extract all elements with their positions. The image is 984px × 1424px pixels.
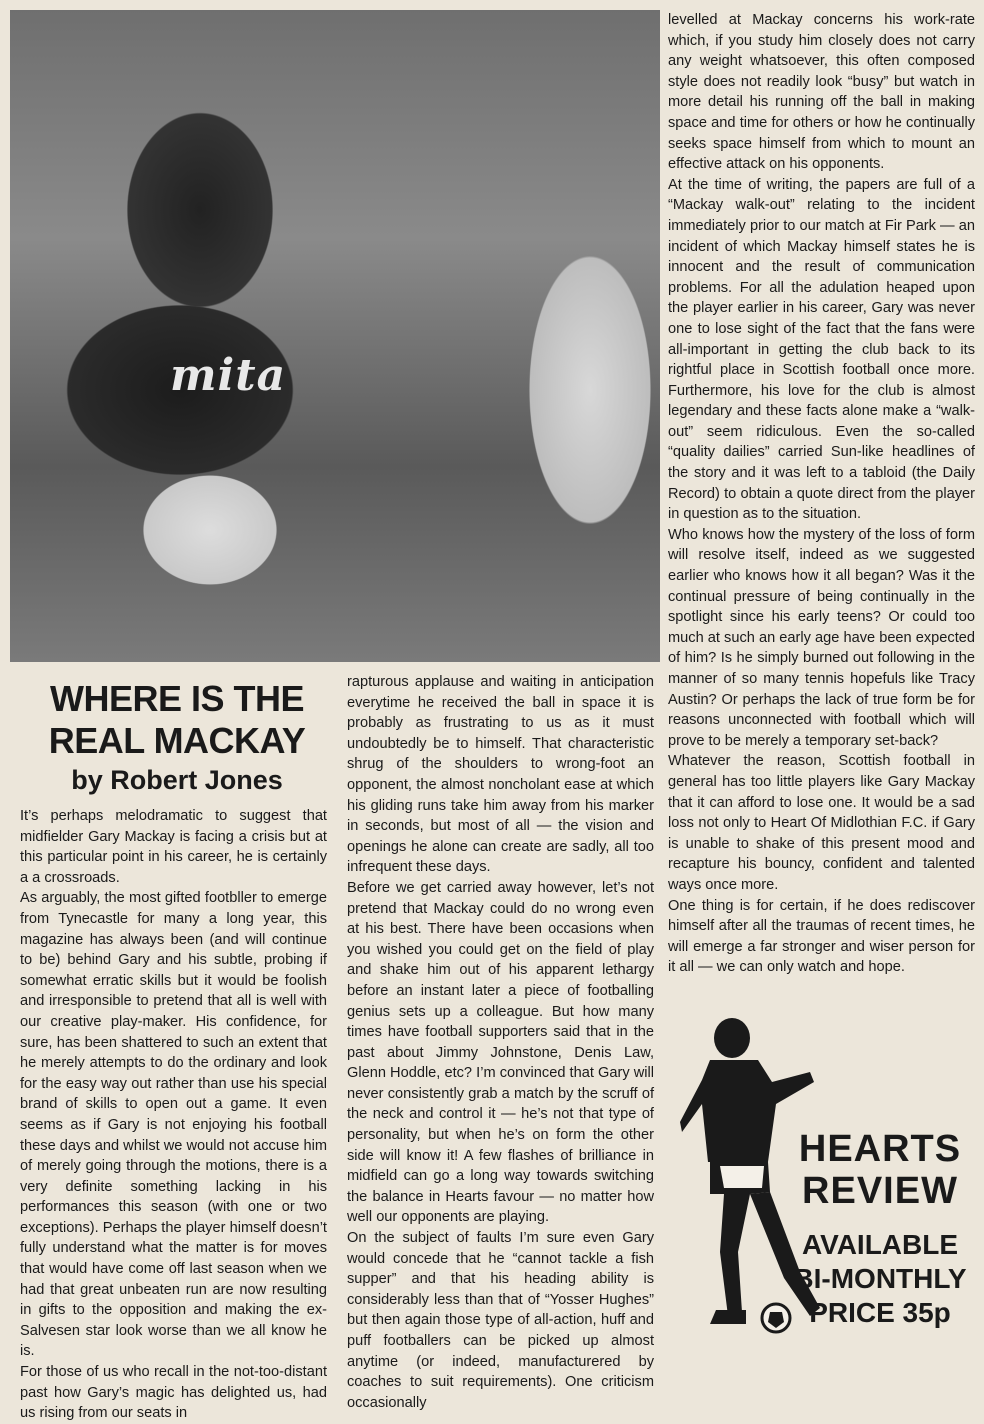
paragraph: levelled at Mackay concerns his work-rate which, if you study him closely does not carry any weight whatsoever, this often composed style does not readily look “busy” but watch in more detail his running off the ball in making space and time for others or how he continually seeks space himself from which to mount an effective attack on his opponents. — [668, 12, 975, 173]
ad-line-3: AVAILABLE — [801, 1229, 959, 1260]
paragraph: At the time of writing, the papers are full of a “Mackay walk-out” relating to the incident immediately prior to our match at Fir Park — an incident of which Mackay himself states he is innocent and the result of communication problems. For all the adulation heaped upon the player earlier in his career, Gary was never one to lose sight of the fact that the fans were all-important in getting the club back to its rightful place in Scottish football once more. Furthermore, his love for the club is almost legendary and these facts alone make a “walk-out” seem ridiculous. Even the so-called “quality dailies” carried Sun-like headlines of the story and it was left to a tabloid (the Daily Record) to obtain a quote direct from the player in question as to the situation. — [668, 176, 975, 523]
paragraph: Who knows how the mystery of the loss of form will resolve itself, indeed as we suggested earlier who knows how it all began? Was it the continual pressure of being continually in the spotlight since his early teens? Or could too much at such an early age have been expected of him? Is he simply burned out following in the manner of so many tennis hopefuls like Tracy Austin? Or perhaps the lack of true form be for reasons unconnected with football which will prove to be merely a temporary set-back? — [668, 526, 975, 749]
article-title — [22, 678, 332, 762]
hearts-review-ad — [780, 1128, 980, 1330]
shirt-sponsor-text: mita — [170, 350, 287, 401]
paragraph: On the subject of faults I’m sure even Gary would concede that he “cannot tackle a fish supper” and that his heading ability is considerably less than that of “Yosser Hughes” but then again those type of all-action, huff and puff footballers can be picked up almost anytime (or indeed, manufacturered by coaches to suit requirements). One criticism occasionally — [347, 1230, 654, 1411]
title-line-2: REAL MACKAY — [48, 720, 306, 761]
paragraph: For those of us who recall in the not-too-distant past how Gary’s magic has delighted us, had us rising from our seats in — [20, 1364, 327, 1422]
paragraph: Whatever the reason, Scottish football in general has too little players like Gary Mackay that it can afford to lose one. It would be a sad loss not only to Heart Of Midlothian F.C. if Gary is unable to shake of this present mood and recapture his bouncy, confident and talented ways once more. — [668, 753, 975, 893]
article-column-3 — [668, 10, 975, 978]
article-column-1 — [20, 806, 327, 1424]
byline: by Robert Jones — [71, 765, 283, 795]
ad-line-1: HEARTS — [798, 1128, 962, 1170]
article-column-2 — [347, 672, 654, 1413]
paragraph: rapturous applause and waiting in anticipation everytime he received the ball in space it is probably as frustrating to us as it must undoubtedly be to himself. That characteristic shrug of the shoulders to wrong-foot an opponent, the almost noncholant ease at which his gliding runs take him away from his marker in seconds, but most of all — the vision and openings he alone can create are sadly, all too infrequent these days. — [347, 674, 654, 876]
paragraph: One thing is for certain, if he does rediscover himself after all the traumas of recent times, he will emerge a far stronger and wiser person for it all — we can only watch and hope. — [668, 897, 975, 976]
match-photo — [10, 10, 660, 662]
ad-line-5: PRICE 35p — [809, 1297, 951, 1328]
ad-line-2: REVIEW — [802, 1170, 958, 1212]
title-line-1: WHERE IS THE — [49, 678, 304, 719]
paragraph: Before we get carried away however, let’s not pretend that Mackay could do no wrong even at his best. There have been occasions when you wished you could get on the field of play and shake him out of his apparent lethargy before an instant later a piece of footballing genius sets up a colleague. But how many times have football supporters said that in the past about Jimmy Johnstone, Denis Law, Glenn Hoddle, etc? I’m convinced that Gary will never consistently grab a match by the scruff of the neck and control it — he’s not that type of personality, but when he’s on form the other side will know it! A few flashes of brilliance in midfield can go a long way towards switching the balance in Hearts favour — no matter how well our opponents are playing. — [347, 879, 654, 1226]
paragraph: As arguably, the most gifted footbller to emerge from Tynecastle for many a long year, this magazine has always been (and will continue to be) behind Gary and his subtle, probing if somewhat erratic skills but it would be foolish and irresponsible to pretend that all is well with our creative play-maker. His confidence, for sure, has been shattered to such an extent that he merely attempts to do the ordinary and look for the easy way out rather than use his special brand of skills to open out a game. It even seems as if Gary is not enjoying his football these days and whilst we would not accuse him of merely going through the motions, there is a very definite something lacking in his performances this season (with one or two exceptions). Perhaps the player himself doesn’t fully understand what the matter is for moves that would have come off last season when we had that great unbeaten run are now resulting in gifts to the opposition and making the ex-Salvesen star look worse than we all know he is. — [20, 890, 327, 1360]
ad-line-4: BI-MONTHLY — [793, 1263, 967, 1294]
paragraph: It’s perhaps melodramatic to suggest that midfielder Gary Mackay is facing a crisis but at this particular point in his career, he is certainly a a crossroads. — [20, 808, 327, 886]
